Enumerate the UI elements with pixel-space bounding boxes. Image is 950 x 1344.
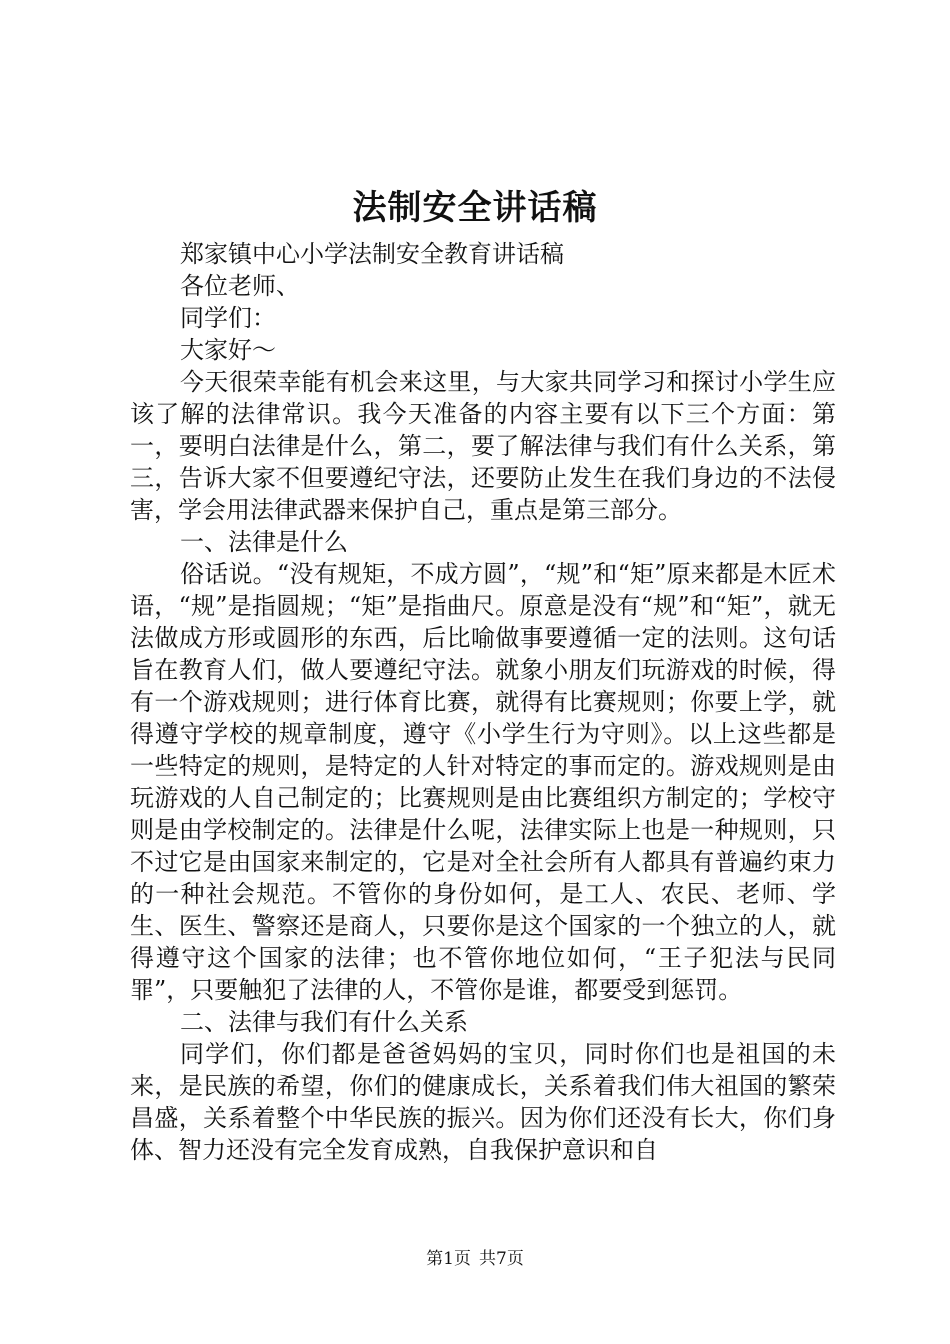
paragraph-subtitle: 郑家镇中心小学法制安全教育讲话稿 <box>180 240 564 268</box>
page-footer <box>0 1244 950 1269</box>
paragraph-intro: 今天很荣幸能有机会来这里，与大家共同学习和探讨小学生应该了解的法律常识。我今天准备的内容主要有以下三个方面：第一，要明白法律是什么，第二，要了解法律与我们有什么关系，第三，告诉大家不但要遵纪守法，还要防止发生在我们身边的不法侵害，学会用法律武器来保护自己，重点是第三部分。 <box>130 368 836 524</box>
paragraph-hello: 大家好～ <box>180 336 276 364</box>
paragraph-section-1: 俗话说。“没有规矩，不成方圆”，“规”和“矩”原来都是木匠术语，“规”是指圆规；“矩”是指曲尺。原意是没有“规”和“矩”，就无法做成方形或圆形的东西，后比喻做事要遵循一定的法则。这句话旨在教育人们，做人要遵纪守法。就象小朋友们玩游戏的时候，得有一个游戏规则；进行体育比赛，就得有比赛规则；你要上学，就得遵守学校的规章制度，遵守《小学生行为守则》。以上这些都是一些特定的规则，是特定的人针对特定的事而定的。游戏规则是由玩游戏的人自己制定的；比赛规则是由比赛组织方制定的；学校守则是由学校制定的。法律是什么呢，法律实际上也是一种规则，只不过它是由国家来制定的，它是对全社会所有人都具有普遍约束力的一种社会规范。不管你的身份如何，是工人、农民、老师、学生、医生、警察还是商人，只要你是这个国家的一个独立的人，就得遵守这个国家的法律；也不管你地位如何，“王子犯法与民同罪”，只要触犯了法律的人，不管你是谁，都要受到惩罚。 <box>130 560 836 1004</box>
section-heading-2: 二、法律与我们有什么关系 <box>180 1008 468 1036</box>
page-total: 共7页 <box>479 1249 524 1269</box>
document-body <box>130 238 836 1166</box>
paragraph-greeting-teachers: 各位老师、 <box>180 272 300 300</box>
page-number: 第1页 <box>426 1249 471 1269</box>
paragraph-greeting-students: 同学们： <box>180 304 276 332</box>
document-title: 法制安全讲话稿 <box>352 188 598 228</box>
paragraph-section-2: 同学们，你们都是爸爸妈妈的宝贝，同时你们也是祖国的未来，是民族的希望，你们的健康成长，关系着我们伟大祖国的繁荣昌盛，关系着整个中华民族的振兴。因为你们还没有长大，你们身体、智力还没有完全发育成熟，自我保护意识和自 <box>130 1040 836 1164</box>
section-heading-1: 一、法律是什么 <box>180 528 348 556</box>
